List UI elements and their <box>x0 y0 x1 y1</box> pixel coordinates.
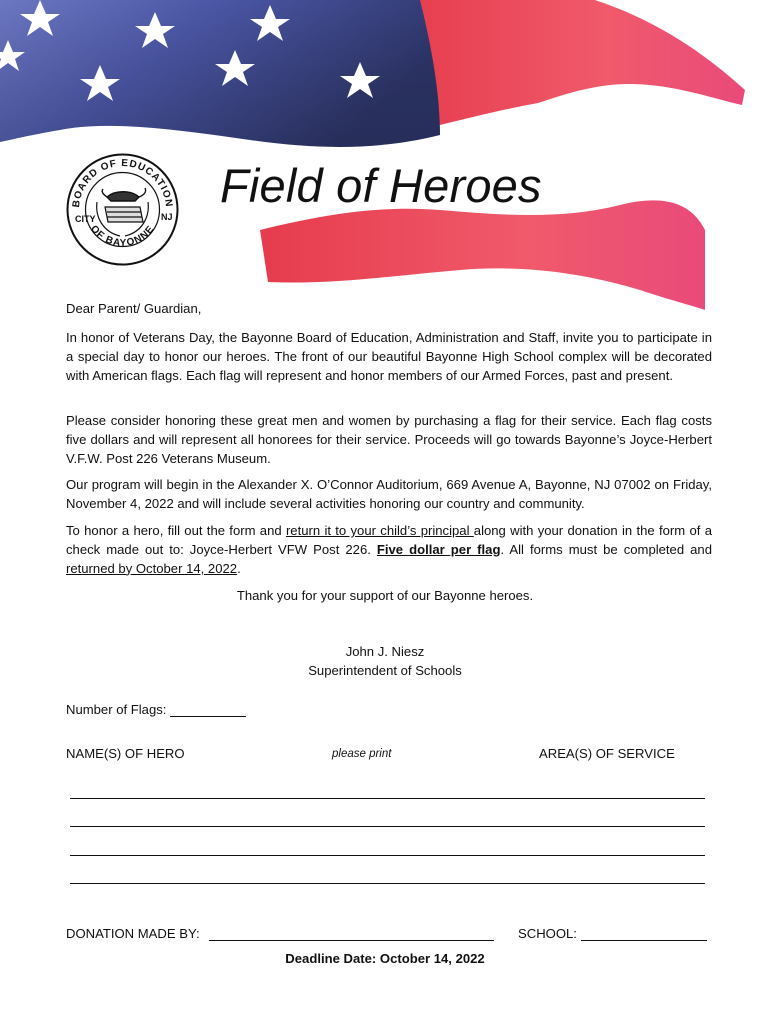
seal-right-text: NJ <box>161 212 173 222</box>
return-to-principal-text: return it to your child’s principal <box>285 523 474 538</box>
please-print-hint: please print <box>332 748 392 760</box>
hero-names-label: NAME(S) OF HERO <box>66 746 185 761</box>
seal-bottom-text: OF BAYONNE <box>88 223 157 249</box>
signer-name: John J. Niesz <box>345 644 425 659</box>
service-area-label: AREA(S) OF SERVICE <box>539 746 675 761</box>
instructions-text-1: To honor a hero, fill out the form and <box>66 523 286 538</box>
flag-red-stripe-lower <box>260 200 705 310</box>
number-of-flags-label: Number of Flags: <box>66 702 167 717</box>
paragraph-purchase: Please consider honoring these great men and women by purchasing a flag for their service. Each flag costs five dollars and will represent all honorees for their service. Proceeds will go towards Bayonne’s Joyce-Herbert V.F.W. Post 226 Veterans Museum. <box>66 413 712 466</box>
donation-label: DONATION MADE BY: <box>66 926 200 941</box>
hero-entry-line[interactable] <box>70 855 705 856</box>
seal-left-text: CITY <box>75 214 96 224</box>
price-per-flag-text: Five dollar per flag <box>376 541 501 557</box>
instructions-text-4: . <box>237 560 241 576</box>
number-of-flags-row <box>66 702 246 717</box>
page-title: Field of Heroes <box>220 159 542 212</box>
donation-row <box>66 926 494 941</box>
number-of-flags-field[interactable] <box>170 702 246 717</box>
paragraph-instructions <box>66 522 712 578</box>
seal-top-text: BOARD OF EDUCATION <box>70 157 175 209</box>
school-label: SCHOOL: <box>518 926 577 941</box>
signer-title: Superintendent of Schools <box>308 663 462 678</box>
paragraph-program: Our program will begin in the Alexander X. O’Connor Auditorium, 669 Avenue A, Bayonne, NJ 07002 on Friday, November 4, 2022 and will include several activities honoring our country and community. <box>66 477 712 511</box>
board-of-education-seal <box>65 152 180 267</box>
hero-entry-line[interactable] <box>70 826 705 827</box>
deadline-date: Deadline Date: October 14, 2022 <box>285 951 485 966</box>
salutation: Dear Parent/ Guardian, <box>66 301 202 316</box>
return-deadline-text: returned by October 14, 2022 <box>66 560 238 576</box>
hero-entry-line[interactable] <box>70 883 705 884</box>
book-icon <box>105 207 143 222</box>
school-field[interactable] <box>581 926 707 941</box>
hero-entry-line[interactable] <box>70 798 705 799</box>
donation-name-field[interactable] <box>209 926 494 941</box>
paragraph-intro: In honor of Veterans Day, the Bayonne Board of Education, Administration and Staff, invite you to participate in a special day to honor our heroes. The front of our beautiful Bayonne High School complex will be decorated with American flags. Each flag will represent and honor members of our Armed Forces, past and present. <box>66 330 712 383</box>
school-row <box>518 926 707 941</box>
thank-you-line: Thank you for your support of our Bayonne heroes. <box>236 588 534 603</box>
instructions-text-3: . All forms must be completed and <box>500 541 712 557</box>
instructions-text-2: along with your donation in the form of a check made out to: Joyce-Herbert VFW Post 226. <box>66 523 712 557</box>
